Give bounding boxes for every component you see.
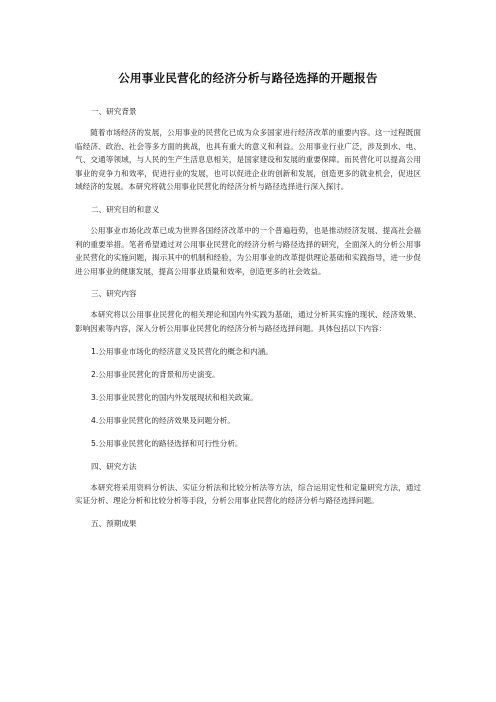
list-item: 3.公用事业民营化的国内外发展现状和相关政策。 [91, 392, 258, 402]
list-item: 4.公用事业民营化的经济效果及问题分析。 [91, 415, 235, 425]
section-paragraph-content: 本研究将以公用事业民营化的相关理论和国内外实践为基础，通过分析其实施的现状、经济效果、影响因素等内容，深入分析公用事业民营化的经济分析与路径选择问题。具体包括以下内容： [75, 310, 421, 333]
section-heading-background: 一、研究背景 [91, 107, 137, 116]
section-heading-content: 三、研究内容 [91, 289, 137, 299]
section-paragraph-background: 随着市场经济的发展，公用事业的民营化已成为众多国家进行经济改革的重要内容。这一过程既面临经济、政治、社会等多方面的挑战，也具有重大的意义和利益。公用事业行业广泛，涉及到水、电、气、交通等领域，与人民的生产生活息息相关，是国家建设和发展的重要保障。而民营化可以提高公用事业的竞争力和效率，促进行业的发展，也可以促进企业的创新和发展，创造更多的就业机会，促进区域经济的发展。本研究将就公用事业民营化的经济分析与路径选择进行深入探讨。 [75, 128, 421, 192]
document-body [75, 106, 421, 538]
section-paragraph-methods: 本研究将采用资料分析法、实证分析法和比较分析法等方法，综合运用定性和定量研究方法，通过实证分析、理论分析和比较分析等手段，分析公用事业民营化的经济分析与路径选择问题。 [75, 482, 421, 506]
document-title: 公用事业民营化的经济分析与路径选择的开题报告 [118, 71, 378, 85]
list-item: 1.公用事业市场化的经济意义及民营化的概念和内涵。 [91, 346, 273, 356]
section-heading-outcomes: 五、预期成果 [91, 518, 137, 528]
section-heading-purpose: 二、研究目的和意义 [91, 204, 160, 214]
list-item: 5.公用事业民营化的路径选择和可行性分析。 [91, 438, 243, 448]
section-heading-methods: 四、研究方法 [91, 461, 137, 471]
list-item: 2.公用事业民营化的背景和历史演变。 [91, 369, 220, 379]
section-paragraph-purpose: 公用事业市场化改革已成为世界各国经济改革中的一个普遍趋势，也是推动经济发展、提高社会福利的重要举措。笔者希望通过对公用事业民营化的经济分析与路径选择的研究，全面深入的分析公用事业民营化的实施问题，揭示其中的机制和经验，为公用事业的改革提供理论基础和实践指导，进一步促进公用事业的健康发展，提高公用事业质量和效率，创造更多的社会效益。 [75, 225, 421, 276]
